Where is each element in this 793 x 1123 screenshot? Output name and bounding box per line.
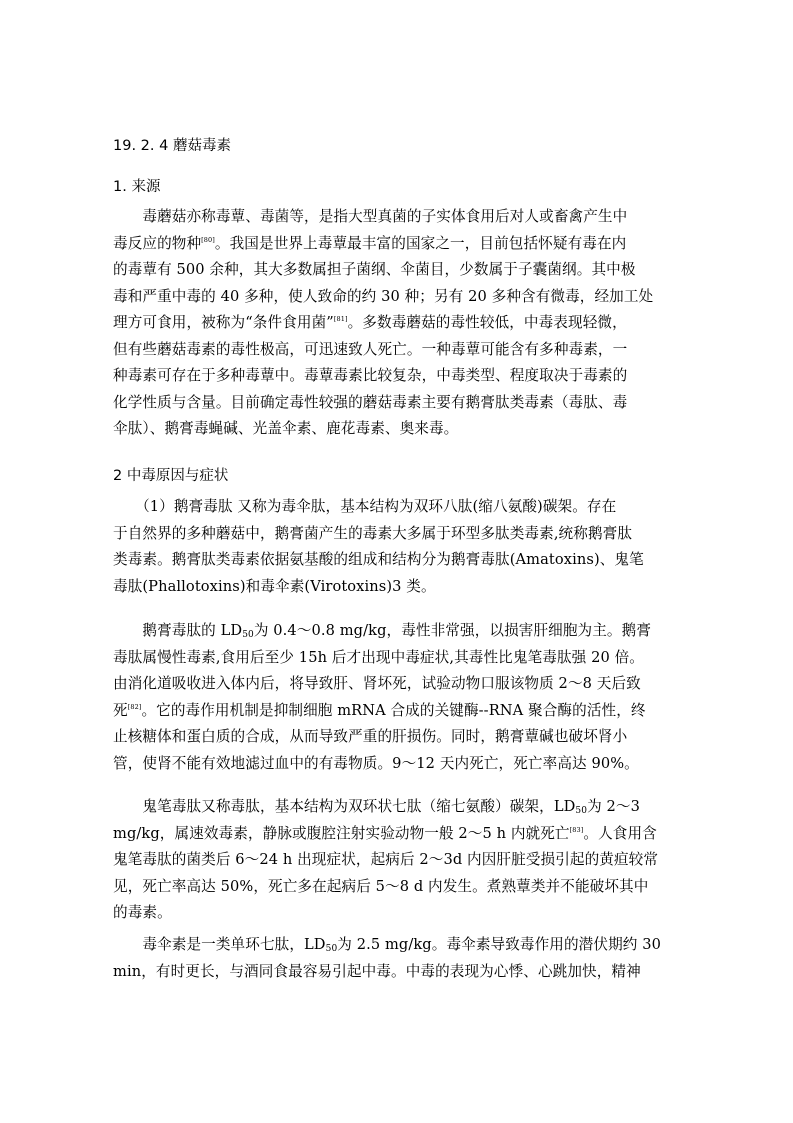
- paragraph-line: 种毒素可存在于多种毒蕈中。毒蕈毒素比较复杂，中毒类型、程度取决于毒素的: [113, 367, 628, 384]
- section-heading: 19. 2. 4 蘑菇毒素: [113, 138, 231, 154]
- line-text: 。它的毒作用机制是抑制细胞 mRNA 合成的关键酶--RNA 聚合酶的活性，终: [141, 701, 646, 719]
- paragraph-line: [113, 932, 681, 959]
- paragraph-line: [113, 231, 681, 258]
- line-text: 毒伞素是一类单环七肽，LD: [113, 936, 326, 953]
- line-text: 死: [113, 701, 128, 719]
- line-text: 毒反应的物种: [113, 234, 202, 252]
- paragraph-virotoxin: [113, 932, 681, 985]
- paragraph-line: 毒肽(Phallotoxins)和毒伞素(Virotoxins)3 类。: [113, 577, 436, 595]
- source-heading: 1. 来源: [113, 179, 161, 195]
- paragraph-line: 毒蘑菇亦称毒蕈、毒菌等，是指大型真菌的子实体食用后对人或畜禽产生中: [113, 208, 628, 225]
- line-text: 鬼笔毒肽又称毒肽，基本结构为双环状七肽（缩七氨酸）碳架，LD: [113, 798, 576, 815]
- paragraph-phallotoxin: [113, 794, 681, 927]
- line-text: 为 0.4～0.8 mg/kg，毒性非常强，以损害肝细胞为主。鹅膏: [253, 622, 652, 639]
- paragraph-line: 由消化道吸收进入体内后，将导致肝、肾坏死，试验动物口服该物质 2～8 天后致: [113, 675, 641, 692]
- paragraph-line: 见，死亡率高达 50%，死亡多在起病后 5～8 d 内发生。煮熟蕈类并不能破坏其中: [113, 877, 649, 895]
- paragraph-line: 鬼笔毒肽的菌类后 6～24 h 出现症状，起病后 2～3d 内因肝脏受损引起的黄疸较常: [113, 851, 659, 868]
- subscript: 50: [575, 806, 588, 816]
- citation-ref: [81]: [333, 315, 348, 323]
- paragraph-line: 管，使肾不能有效地滤过血中的有毒物质。9～12 天内死亡，死亡率高达 90%。: [113, 754, 639, 772]
- citation-ref: [80]: [201, 235, 215, 244]
- paragraph-line: [113, 821, 681, 848]
- line-text: mg/kg，属速效毒素，静脉或腹腔注射实验动物一般 2～5 h 内就死亡: [113, 824, 570, 842]
- paragraph-line: （1）鹅膏毒肽 又称为毒伞肽，基本结构为双环八肽(缩八氨酸)碳架。存在: [113, 498, 617, 515]
- subscript: 50: [325, 944, 338, 954]
- line-text: 。我国是世界上毒蕈最丰富的国家之一，目前包括怀疑有毒在内: [214, 234, 627, 252]
- line-text: 。人食用含: [583, 824, 657, 842]
- paragraph-line: 化学性质与含量。目前确定毒性较强的蘑菇毒素主要有鹅膏肽类毒素（毒肽、毒: [113, 393, 628, 411]
- paragraph-line: 止核糖体和蛋白质的合成，从而导致严重的肝损伤。同时，鹅膏蕈碱也破坏肾小: [113, 728, 628, 745]
- line-text: 为 2～3: [587, 798, 640, 815]
- paragraph-line: [113, 794, 681, 821]
- citation-ref: [83]: [569, 825, 584, 834]
- paragraph-line: [113, 310, 681, 337]
- line-text: 鹅膏毒肽的 LD: [113, 622, 243, 639]
- paragraph-line: 的毒素。: [113, 904, 172, 921]
- paragraph-amatoxin-intro: [113, 494, 681, 600]
- causes-heading: 2 中毒原因与症状: [113, 468, 229, 484]
- citation-ref: [82]: [127, 702, 142, 711]
- line-text: 为 2.5 mg/kg。毒伞素导致毒作用的潜伏期约 30: [337, 936, 661, 953]
- paragraph-line: 于自然界的多种蘑菇中，鹅膏菌产生的毒素大多属于环型多肽类毒素,统称鹅膏肽: [113, 524, 633, 542]
- subscript: 50: [242, 630, 254, 640]
- paragraph-line: 毒和严重中毒的 40 多种，使人致命的约 30 种；另有 20 多种含有微毒，经加工处: [113, 287, 654, 305]
- paragraph-line: 的毒蕈有 500 余种，其大多数属担子菌纲、伞菌目，少数属于子囊菌纲。其中极: [113, 261, 636, 278]
- line-text: 。多数毒蘑菇的毒性较低，中毒表现轻微，: [347, 314, 627, 331]
- paragraph-source: [113, 204, 681, 443]
- paragraph-line: [113, 698, 681, 725]
- line-text: 理方可食用，被称为“条件食用菌”: [113, 314, 334, 331]
- paragraph-line: [113, 618, 681, 645]
- paragraph-line: 类毒素。鹅膏肽类毒素依据氨基酸的组成和结构分为鹅膏毒肽(Amatoxins)、鬼笔: [113, 551, 644, 568]
- paragraph-line: 但有些蘑菇毒素的毒性极高，可迅速致人死亡。一种毒蕈可能含有多种毒素，一: [113, 340, 628, 358]
- paragraph-line: 伞肽）、鹅膏毒蝇碱、光盖伞素、鹿花毒素、奥来毒。: [113, 420, 459, 437]
- paragraph-amatoxin-toxicity: [113, 618, 681, 777]
- paragraph-line: 毒肽属慢性毒素,食用后至少 15h 后才出现中毒症状,其毒性比鬼笔毒肽强 20 倍。: [113, 648, 644, 666]
- paragraph-line: min，有时更长，与酒同食最容易引起中毒。中毒的表现为心悸、心跳加快，精神: [113, 962, 641, 980]
